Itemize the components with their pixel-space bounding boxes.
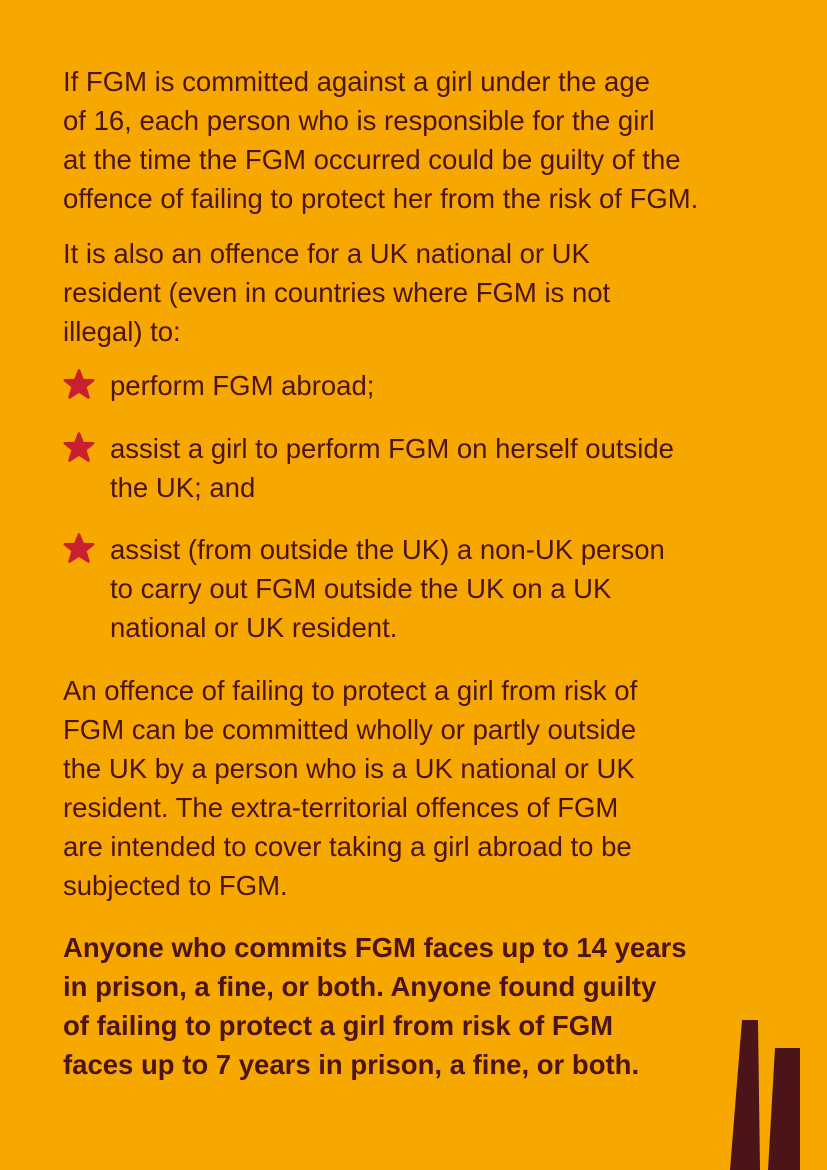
text-line: are intended to cover taking a girl abroad to be: [63, 831, 632, 862]
paragraph-responsibility: [63, 62, 698, 218]
text-line: assist (from outside the UK) a non-UK person: [110, 534, 665, 565]
text-line: assist a girl to perform FGM on herself outside: [110, 433, 674, 464]
text-line: perform FGM abroad;: [110, 370, 375, 401]
paragraph-penalties: [63, 928, 687, 1084]
chimney-silhouette-icon: [720, 1010, 827, 1170]
text-line: illegal) to:: [63, 316, 181, 347]
text-line: the UK by a person who is a UK national or UK: [63, 753, 635, 784]
text-line: offence of failing to protect her from the risk of FGM.: [63, 183, 699, 214]
text-line: of failing to protect a girl from risk of FGM: [63, 1010, 614, 1041]
text-line: to carry out FGM outside the UK on a UK: [110, 573, 612, 604]
text-line: FGM can be committed wholly or partly outside: [63, 714, 637, 745]
star-icon: [63, 369, 95, 401]
text-line: It is also an offence for a UK national or UK: [63, 238, 590, 269]
text-line: resident. The extra-territorial offences of FGM: [63, 792, 619, 823]
text-line: faces up to 7 years in prison, a fine, or both.: [63, 1049, 640, 1080]
text-line: national or UK resident.: [110, 612, 398, 643]
bullet-text: [110, 366, 374, 405]
text-line: If FGM is committed against a girl under the age: [63, 66, 650, 97]
text-line: in prison, a fine, or both. Anyone found guilty: [63, 971, 657, 1002]
star-icon: [63, 432, 95, 464]
paragraph-offence-intro: [63, 234, 610, 351]
text-line: of 16, each person who is responsible for the girl: [63, 105, 655, 136]
paragraph-extra-territorial: [63, 671, 637, 905]
text-line: the UK; and: [110, 472, 256, 503]
text-line: resident (even in countries where FGM is not: [63, 277, 611, 308]
star-icon: [63, 533, 95, 565]
bullet-text: [110, 429, 674, 507]
text-line: An offence of failing to protect a girl from risk of: [63, 675, 638, 706]
text-line: Anyone who commits FGM faces up to 14 years: [63, 932, 687, 963]
text-line: at the time the FGM occurred could be guilty of the: [63, 144, 681, 175]
text-line: subjected to FGM.: [63, 870, 288, 901]
bullet-text: [110, 530, 665, 647]
